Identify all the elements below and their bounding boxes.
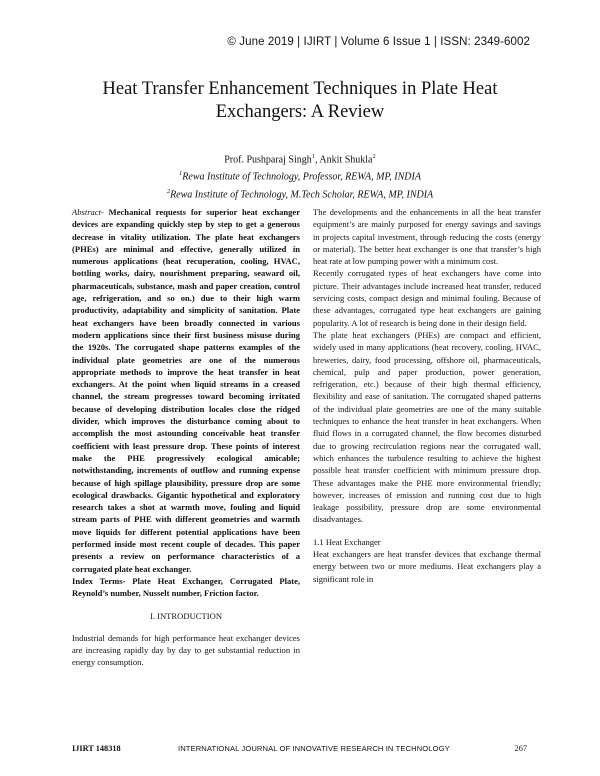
author-2: , Ankit Shukla [314, 154, 373, 166]
abstract [72, 206, 300, 575]
affiliation-1-text: Rewa Institute of Technology, Professor, REWA, MP, INDIA [182, 171, 421, 183]
page-header: © June 2019 | IJIRT | Volume 6 Issue 1 | ISSN: 2349-6002 [227, 36, 530, 48]
author-names [60, 150, 540, 167]
author-1-sup: 1 [311, 153, 315, 160]
footer-paper-id: IJIRT 148318 [72, 744, 121, 753]
left-column [72, 206, 300, 669]
abstract-lead: Abstract- [72, 207, 104, 217]
affiliation-1-sup: 1 [179, 170, 183, 178]
right-paragraph-3: The plate heat exchangers (PHEs) are compact and efficient, widely used in many applications (heat recovery, cooling, HVAC, breweries, dairy, food processing, offshore oil, pharmaceuticals, chemical, pulp and paper production, power generation, refrigeration, etc.) because of their high thermal efficiency, flexibility and ease of sanitation. The corrugated shaped patterns of the individual plate geometries are one of the many suitable techniques to enhance the heat transfer in heat exchangers. When fluid flows in a corrugated channel, the flow becomes disturbed due to growing recirculation regions near the corrugated wall, which enhances the turbulence resulting to achieve the highest possible heat transfer coefficient with minimum pressure drop. These advantages make the PHE more environmental friendly; however, increases of emission and running cost due to high leakage possibility, pressure drop are some environmental disadvantages. [313, 329, 541, 525]
title-line-1: Heat Transfer Enhancement Techniques in Plate Heat [102, 79, 498, 99]
footer-journal-name: INTERNATIONAL JOURNAL OF INNOVATIVE RESEARCH IN TECHNOLOGY [178, 744, 450, 753]
affiliation-2 [60, 185, 540, 202]
index-terms: Index Terms- Plate Heat Exchanger, Corrugated Plate, Reynold’s number, Nusselt number, Friction factor. [72, 575, 300, 599]
title-line-2: Exchangers: A Review [215, 102, 385, 122]
affiliation-2-text: Rewa Institute of Technology, M.Tech Scholar, REWA, MP, INDIA [170, 188, 434, 200]
right-paragraph-1: The developments and the enhancements in all the heat transfer equipment’s are mainly purposed for energy savings and savings in projects capital investment, through reducing the costs (energy or material). The better heat exchanger is one that transfer’s high heat rate at low pumping power with a minimum cost. [313, 207, 541, 267]
right-column [313, 206, 541, 585]
footer-page-number: 267 [514, 744, 527, 753]
author-2-sup: 2 [372, 153, 376, 160]
author-block [60, 150, 540, 202]
intro-paragraph: Industrial demands for high performance heat exchanger devices are increasing rapidly day by day to get substantial reduction in energy consumption. [72, 632, 300, 668]
affiliation-1 [60, 167, 540, 184]
abstract-body: Mechanical requests for superior heat exchanger devices are expanding quickly step by step to get a generous decrease in vitality utilization. The plate heat exchangers (PHEs) are minimal and effective, generally utilized in numerous applications (heat recuperation, cooling, HVAC, bottling works, dairy, nourishment preparing, seaward oil, pharmaceuticals, substance, mash and paper creation, control age, refrigeration, and so on.) due to their high warm productivity, adaptability and simplicity of sanitation. Plate heat exchangers have been broadly connected in various modern applications since their first business misuse during the 1920s. The corrugated shape patterns examples of the individual plate geometries are one of the numerous appropriate methods to improve the heat transfer in heat exchangers. At the point when liquid streams in a creased channel, the stream progresses toward becoming irritated because of developing distribution locales close the ridged divider, which improves the disturbance coming about to accomplish the most astounding conceivable heat transfer coefficient with least pressure drop. These points of interest make the PHE progressively ecological amicable; notwithstanding, increments of outflow and running expense because of high spillage plausibility, pressure drop are some ecological drawbacks. Gigantic hypothetical and exploratory research takes a shot at warmth move, fouling and liquid stream parts of PHE with different geometries and warmth move liquids for different potential applications have been performed inside most recent couple of decades. This paper presents a review on performance characteristics of a corrugated plate heat exchanger. [72, 207, 300, 574]
author-1: Prof. Pushparaj Singh [224, 154, 312, 166]
right-paragraph-2: Recently corrugated types of heat exchangers have come into picture. Their advantages include increased heat transfer, reduced servicing costs, compact design and minimal fouling. Because of these advantages, corrugated type heat exchangers are gaining popularity. A lot of research is being done in their design field. [313, 268, 541, 328]
right-paragraph-4: Heat exchangers are heat transfer devices that exchange thermal energy between two or more mediums. Heat exchangers play a significant role in [313, 549, 541, 584]
section-heading-introduction: I. INTRODUCTION [149, 610, 223, 621]
subsection-heading-heat-exchanger: 1.1 Heat Exchanger [313, 536, 381, 547]
paper-title [60, 78, 540, 124]
affiliation-2-sup: 2 [166, 187, 171, 195]
